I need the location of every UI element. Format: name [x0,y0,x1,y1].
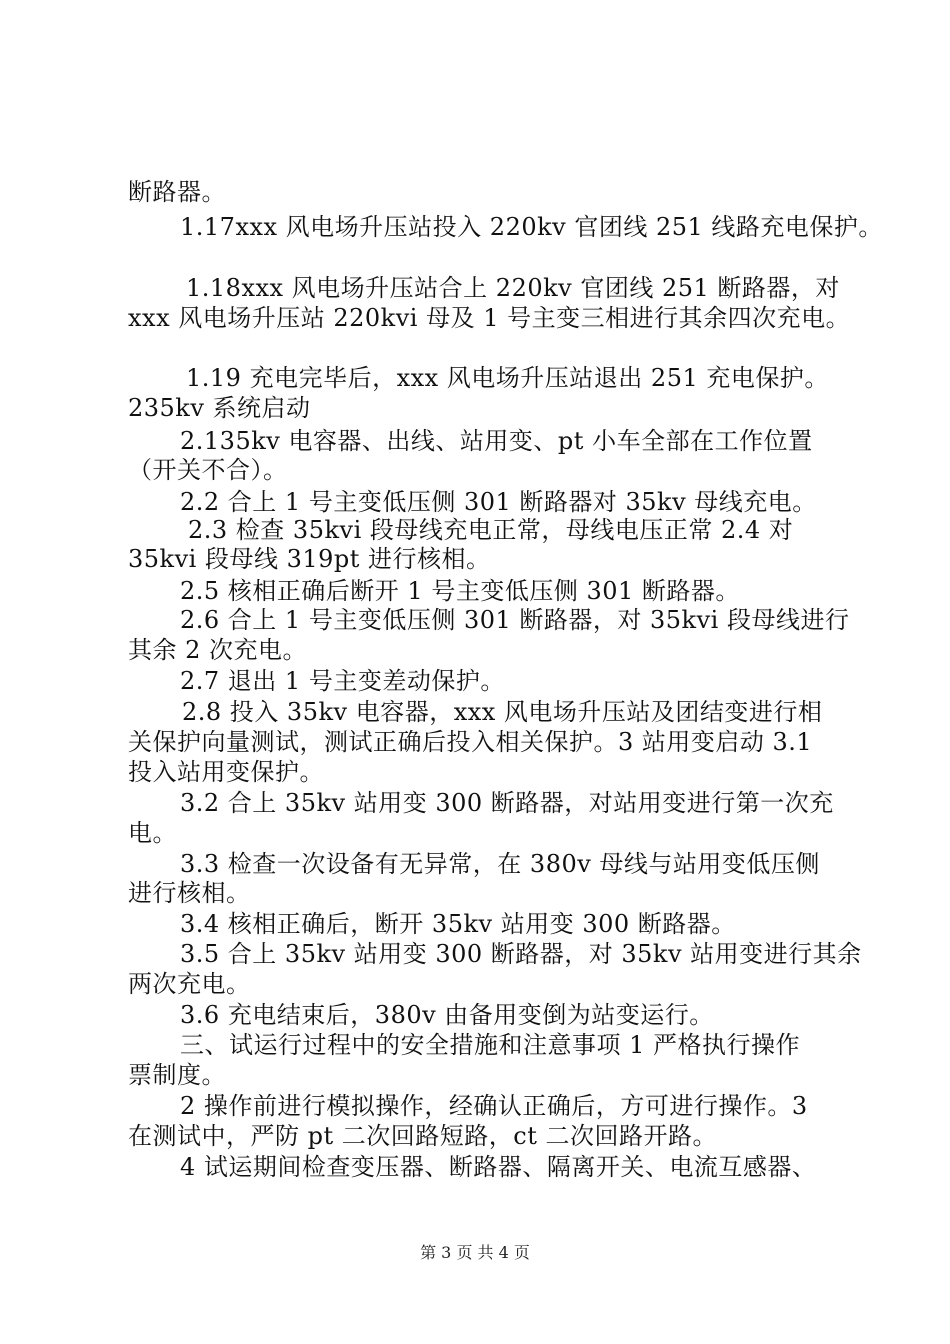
text-line: 投入站用变保护。 [128,758,324,786]
text-line: （开关不合）。 [128,456,288,484]
text-line: 2.3 检查 35kvi 段母线充电正常，母线电压正常 2.4 对 [188,516,794,544]
text-line: 两次充电。 [128,970,251,998]
text-line: 在测试中，严防 pt 二次回路短路，ct 二次回路开路。 [128,1122,717,1150]
text-line: 其余 2 次充电。 [128,636,308,664]
text-line: 关保护向量测试，测试正确后投入相关保护。3 站用变启动 3.1 [128,728,813,756]
text-line: 进行核相。 [128,879,251,907]
text-line: 2.135kv 电容器、出线、站用变、pt 小车全部在工作位置 [180,427,813,455]
text-line: 电。 [128,819,177,847]
text-line: 2.5 核相正确后断开 1 号主变低压侧 301 断路器。 [180,577,740,605]
text-line: xxx 风电场升压站 220kvi 母及 1 号主变三相进行其余四次充电。 [128,304,851,332]
text-line: 三、试运行过程中的安全措施和注意事项 1 严格执行操作 [180,1031,801,1059]
text-line: 1.19 充电完毕后，xxx 风电场升压站退出 251 充电保护。 [186,364,829,392]
text-line: 1.18xxx 风电场升压站合上 220kv 官团线 251 断路器，对 [186,274,840,302]
page-footer: 第 3 页 共 4 页 [420,1243,530,1262]
text-line: 35kvi 段母线 319pt 进行核相。 [128,545,491,573]
text-line: 3.4 核相正确后，断开 35kv 站用变 300 断路器。 [180,910,736,938]
text-line: 2 操作前进行模拟操作，经确认正确后，方可进行操作。3 [180,1092,808,1120]
text-line: 3.2 合上 35kv 站用变 300 断路器，对站用变进行第一次充 [180,789,834,817]
text-line: 断路器。 [128,178,226,206]
text-line: 2.7 退出 1 号主变差动保护。 [180,667,505,695]
text-line: 2.6 合上 1 号主变低压侧 301 断路器，对 35kvi 段母线进行 [180,606,850,634]
text-line: 1.17xxx 风电场升压站投入 220kv 官团线 251 线路充电保护。 [180,213,883,241]
text-line: 2.8 投入 35kv 电容器，xxx 风电场升压站及团结变进行相 [182,698,823,726]
text-line: 235kv 系统启动 [128,394,311,422]
text-line: 4 试运期间检查变压器、断路器、隔离开关、电流互感器、 [180,1153,817,1181]
text-line: 2.2 合上 1 号主变低压侧 301 断路器对 35kv 母线充电。 [180,488,817,516]
text-line: 3.6 充电结束后，380v 由备用变倒为站变运行。 [180,1001,714,1029]
text-line: 票制度。 [128,1061,226,1089]
text-line: 3.3 检查一次设备有无异常，在 380v 母线与站用变低压侧 [180,850,820,878]
text-line: 3.5 合上 35kv 站用变 300 断路器，对 35kv 站用变进行其余 [180,940,862,968]
